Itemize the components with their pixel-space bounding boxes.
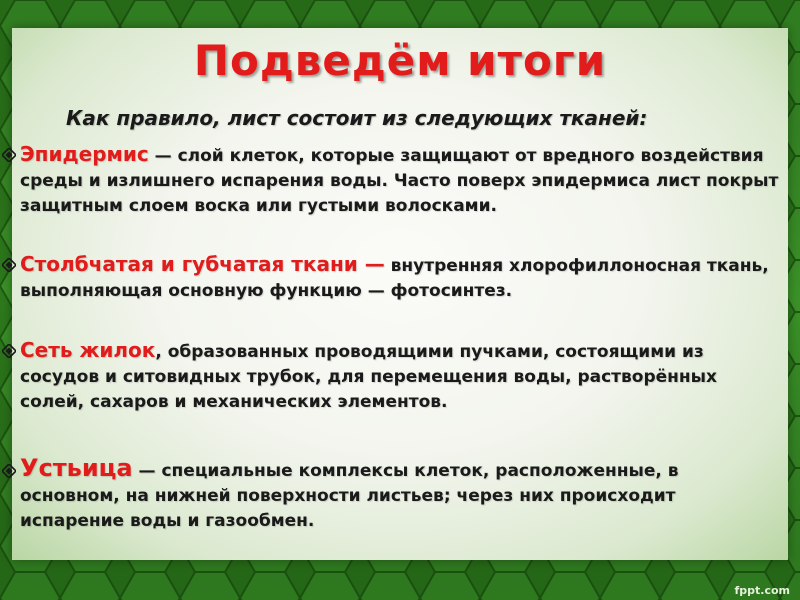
diamond-bullet-icon — [2, 258, 16, 272]
list-item-epidermis — [20, 142, 780, 219]
list-item-palisade-spongy — [20, 252, 780, 304]
slide-title: Подведём итоги — [193, 36, 607, 85]
diamond-bullet-icon — [2, 464, 16, 478]
diamond-bullet-icon — [2, 148, 16, 162]
diamond-bullet-icon — [2, 344, 16, 358]
list-item-veins — [20, 338, 780, 415]
item-term: Сеть жилок — [20, 338, 156, 362]
item-text: — специальные комплексы клеток, расположенные, в основном, на нижней поверхности листьев; через них происходит испарение воды и газообмен. — [20, 461, 679, 531]
list-item-stomata — [20, 456, 780, 534]
slide-subtitle: Как правило, лист состоит из следующих тканей: — [66, 106, 648, 130]
brand-watermark: fppt.com — [734, 584, 790, 597]
item-term: Эпидермис — [20, 142, 149, 166]
item-text: , образованных проводящими пучками, состоящими из сосудов и ситовидных трубок, для перемещения воды, растворённых солей, сахаров и механических элементов. — [20, 342, 717, 412]
item-term: Устьица — [20, 454, 133, 482]
item-text: — слой клеток, которые защищают от вредного воздействия среды и излишнего испарения воды. Часто поверх эпидермиса лист покрыт защитным слоем воска или густыми волосками. — [20, 146, 779, 216]
item-term: Столбчатая и губчатая ткани — — [20, 252, 385, 276]
item-text: внутренняя хлорофиллоносная ткань, выполняющая основную функцию — фотосинтез. — [20, 256, 769, 301]
